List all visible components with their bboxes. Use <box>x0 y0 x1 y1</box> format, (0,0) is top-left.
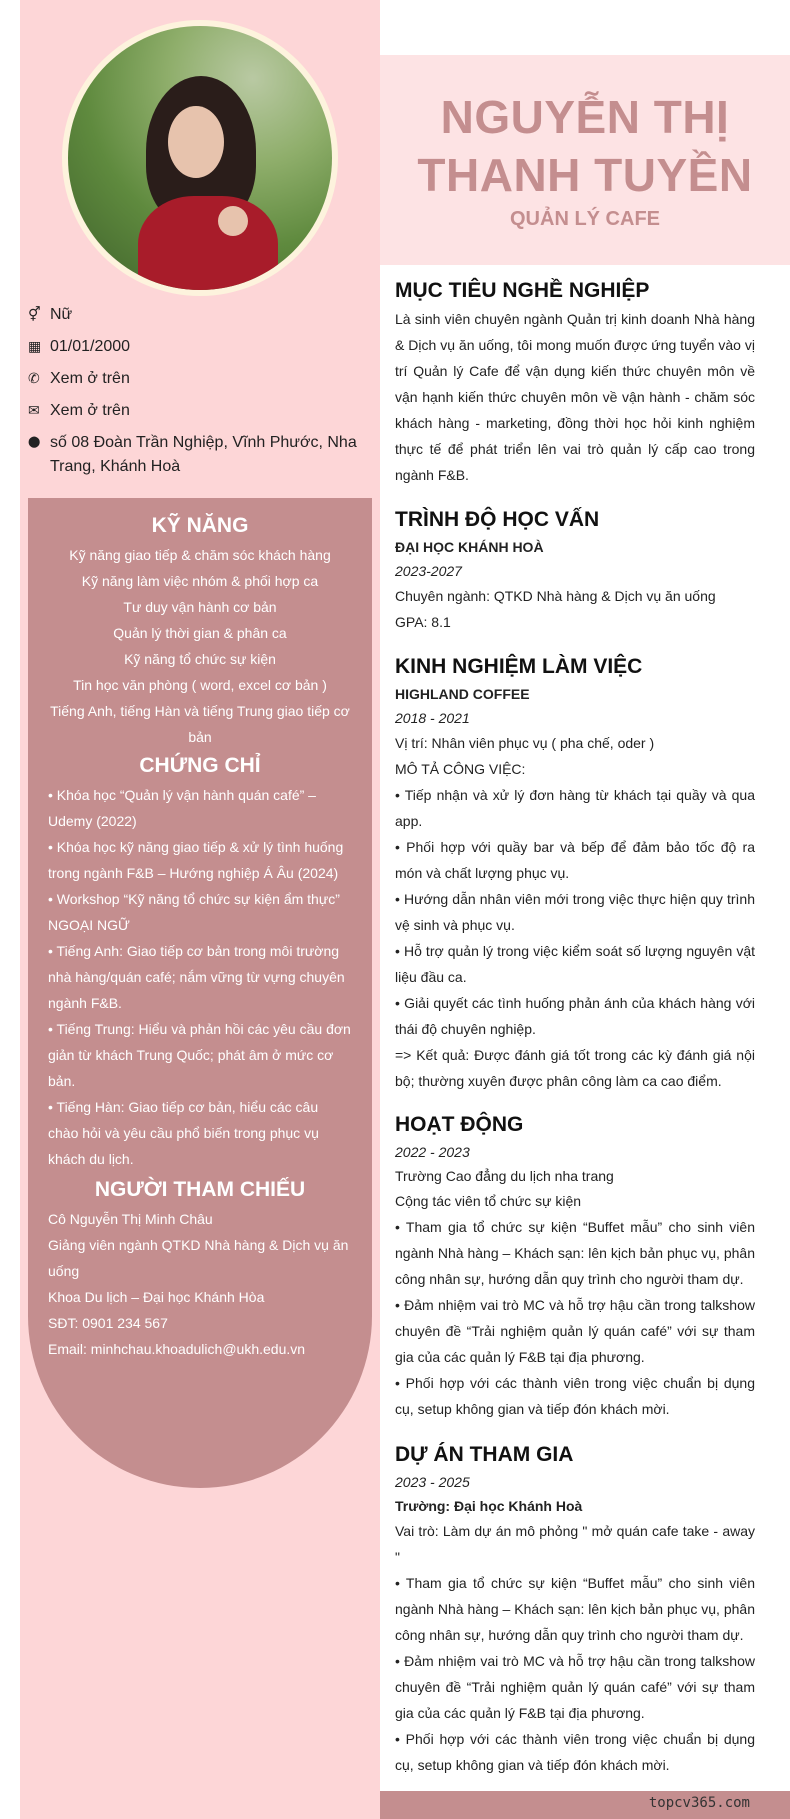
certificate-item: • Tiếng Hàn: Giao tiếp cơ bản, hiểu các câu chào hỏi và yêu cầu phổ biến trong phục vụ khách du lịch. <box>48 1099 319 1167</box>
experience-period: 2018 - 2021 <box>395 710 470 726</box>
activities-period: 2022 - 2023 <box>395 1144 470 1160</box>
email-icon: ✉ <box>28 402 40 418</box>
skill-item: Kỹ năng giao tiếp & chăm sóc khách hàng <box>69 547 331 563</box>
phone-icon: ✆ <box>28 370 40 386</box>
projects-item: • Đảm nhiệm vai trò MC và hỗ trợ hậu cần trong talkshow chuyên đề “Trải nghiệm quản lý quán café” với sự tham gia của các quản lý F&B tại địa phương. <box>395 1653 755 1721</box>
certificate-item: • Tiếng Anh: Giao tiếp cơ bản trong môi trường nhà hàng/quán café; nắm vững từ vựng chuyên ngành F&B. <box>48 943 345 1011</box>
skill-item: Tin học văn phòng ( word, excel cơ bản ) <box>73 677 327 693</box>
contact-text: 01/01/2000 <box>50 338 131 355</box>
certificate-item: • Workshop “Kỹ năng tổ chức sự kiện ẩm thực” <box>48 891 340 907</box>
experience-item: • Giải quyết các tình huống phản ánh của khách hàng với thái độ chuyên nghiệp. <box>395 995 755 1037</box>
activities-item: • Tham gia tổ chức sự kiện “Buffet mẫu” cho sinh viên ngành Nhà hàng – Khách sạn: lên kịch bản phục vụ, phân công nhân sự, hướng dẫn quy trình cho người tham dự. <box>395 1219 755 1287</box>
contact-gender <box>28 303 368 327</box>
objective-text: Là sinh viên chuyên ngành Quản trị kinh doanh Nhà hàng & Dịch vụ ăn uống, tôi mong muốn được ứng tuyển vào vị trí Quản lý Cafe để vận dụng kiến thức chuyên môn về vận hạnh kiến thức chuyên môn về vận hành - chăm sóc khách hàng - marketing, đồng thời học hỏi kinh nghiệm thực tế để phát triển lên vai trò quản lý cấp cao trong ngành F&B. <box>395 311 755 483</box>
projects-title: DỰ ÁN THAM GIA <box>395 1443 574 1466</box>
skill-item: Tư duy vận hành cơ bản <box>123 599 277 615</box>
activities-section <box>395 1110 755 1422</box>
experience-section <box>395 652 755 1094</box>
skill-item: Tiếng Anh, tiếng Hàn và tiếng Trung giao tiếp cơ bản <box>50 703 350 745</box>
projects-item: • Tham gia tổ chức sự kiện “Buffet mẫu” cho sinh viên ngành Nhà hàng – Khách sạn: lên kịch bản phục vụ, phân công nhân sự, hướng dẫn quy trình cho người tham dự. <box>395 1575 755 1643</box>
activities-role: Cộng tác viên tổ chức sự kiện <box>395 1193 582 1209</box>
experience-item: • Tiếp nhận và xử lý đơn hàng từ khách tại quầy và qua app. <box>395 787 755 829</box>
contact-text: Nữ <box>50 306 73 323</box>
reference-item: Email: minhchau.khoadulich@ukh.edu.vn <box>48 1341 306 1357</box>
skill-item: Quản lý thời gian & phân ca <box>113 625 287 641</box>
job-title: QUẢN LÝ CAFE <box>510 208 660 230</box>
certificates-title: CHỨNG CHỈ <box>139 754 261 777</box>
location-icon: ⬤ <box>28 436 41 448</box>
projects-role: Vai trò: Làm dự án mô phỏng " mở quán cafe take - away " <box>395 1523 755 1565</box>
education-major: Chuyên ngành: QTKD Nhà hàng & Dịch vụ ăn uống <box>395 588 716 604</box>
experience-desc-label: MÔ TẢ CÔNG VIỆC: <box>395 761 526 777</box>
activities-org: Trường Cao đẳng du lịch nha trang <box>395 1168 614 1184</box>
calendar-icon: ▦ <box>28 338 42 354</box>
education-section <box>395 505 755 635</box>
experience-item: • Hướng dẫn nhân viên mới trong việc thực hiện quy trình vệ sinh và phục vụ. <box>395 891 755 933</box>
skills-title: KỸ NĂNG <box>151 514 249 537</box>
contact-birthday <box>28 335 368 359</box>
certificate-item: • Khóa học kỹ năng giao tiếp & xử lý tình huống trong ngành F&B – Hướng nghiệp Á Âu (2024) <box>48 839 344 881</box>
objective-title: MỤC TIÊU NGHỀ NGHIỆP <box>395 279 650 302</box>
experience-title: KINH NGHIỆM LÀM VIỆC <box>395 655 643 678</box>
experience-item: • Phối hợp với quầy bar và bếp để đảm bảo tốc độ ra món và chất lượng phục vụ. <box>395 839 755 881</box>
left-panel-content <box>48 510 352 1362</box>
activities-item: • Đảm nhiệm vai trò MC và hỗ trợ hậu cần trong talkshow chuyên đề “Trải nghiệm quản lý quán café” với sự tham gia của các quản lý F&B tại địa phương. <box>395 1297 755 1365</box>
education-school: ĐẠI HỌC KHÁNH HOÀ <box>395 539 544 555</box>
candidate-name <box>395 88 775 204</box>
languages-label: NGOẠI NGỮ <box>48 917 130 933</box>
activities-item: • Phối hợp với các thành viên trong việc chuẩn bị dụng cụ, setup không gian và tiếp đón khách mời. <box>395 1375 755 1417</box>
projects-section <box>395 1440 755 1778</box>
contact-address <box>28 431 368 479</box>
certificate-item: • Khóa học “Quản lý vận hành quán café” – Udemy (2022) <box>48 787 316 829</box>
skill-item: Kỹ năng làm việc nhóm & phối hợp ca <box>81 573 319 589</box>
watermark-text: topcv365.com <box>648 1795 750 1811</box>
projects-item: • Phối hợp với các thành viên trong việc chuẩn bị dụng cụ, setup không gian và tiếp đón khách mời. <box>395 1731 755 1773</box>
name-line-2: THANH TUYỀN <box>417 149 753 201</box>
avatar <box>68 26 332 290</box>
objective-section <box>395 276 755 488</box>
contact-text: số 08 Đoàn Trần Nghiệp, Vĩnh Phước, Nha Trang, Khánh Hoà <box>50 434 357 475</box>
reference-item: Khoa Du lịch – Đại học Khánh Hòa <box>48 1289 265 1305</box>
references-title: NGƯỜI THAM CHIẾU <box>94 1178 306 1201</box>
experience-result: => Kết quả: Được đánh giá tốt trong các kỳ đánh giá nội bộ; thường xuyên được phân công làm ca cao điểm. <box>395 1047 755 1089</box>
reference-item: Cô Nguyễn Thị Minh Châu <box>48 1211 213 1227</box>
reference-item: SĐT: 0901 234 567 <box>48 1315 168 1331</box>
gender-icon: ⚥ <box>28 306 41 322</box>
reference-item: Giảng viên ngành QTKD Nhà hàng & Dịch vụ ăn uống <box>48 1237 349 1279</box>
contact-phone <box>28 367 368 391</box>
skill-item: Kỹ năng tổ chức sự kiện <box>124 651 276 667</box>
education-period: 2023-2027 <box>395 563 462 579</box>
footer-bar <box>380 1791 790 1819</box>
activities-title: HOẠT ĐỘNG <box>395 1113 524 1136</box>
projects-org: Trường: Đại học Khánh Hoà <box>395 1498 583 1514</box>
projects-period: 2023 - 2025 <box>395 1474 470 1490</box>
contact-email <box>28 399 368 423</box>
experience-company: HIGHLAND COFFEE <box>395 686 530 702</box>
certificate-item: • Tiếng Trung: Hiểu và phản hồi các yêu cầu đơn giản từ khách Trung Quốc; phát âm ở mức cơ bản. <box>48 1021 351 1089</box>
contact-text: Xem ở trên <box>50 402 130 419</box>
education-title: TRÌNH ĐỘ HỌC VẤN <box>395 508 600 531</box>
experience-position: Vị trí: Nhân viên phục vụ ( pha chế, oder ) <box>395 735 655 751</box>
experience-item: • Hỗ trợ quản lý trong việc kiểm soát số lượng nguyên vật liệu đầu ca. <box>395 943 755 985</box>
education-gpa: GPA: 8.1 <box>395 614 451 630</box>
contact-text: Xem ở trên <box>50 370 130 387</box>
name-line-1: NGUYỄN THỊ <box>440 91 730 143</box>
